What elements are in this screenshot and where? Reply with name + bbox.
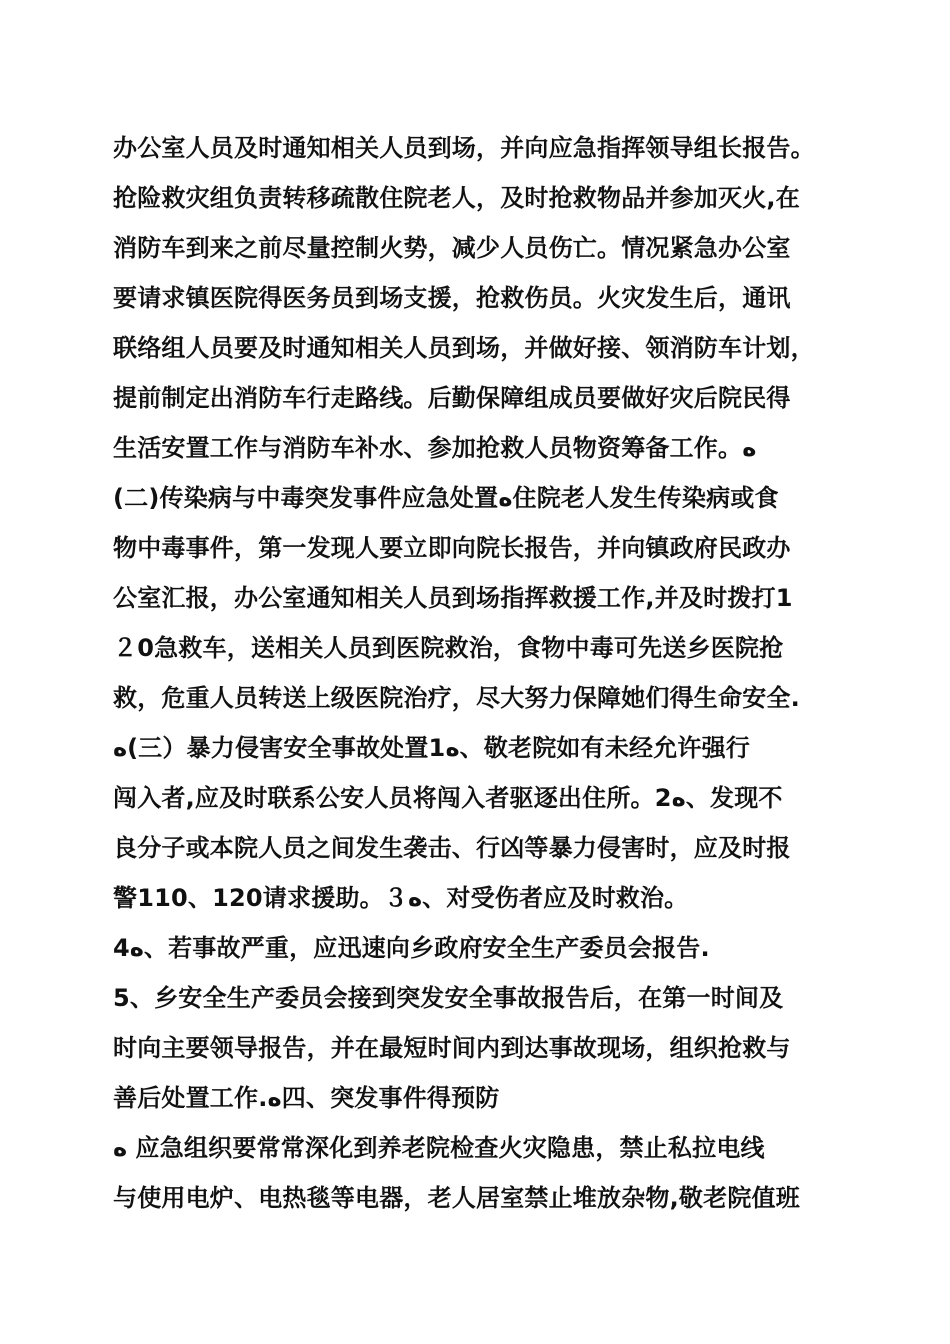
- text-line-10: 公室汇报，办公室通知相关人员到场指挥救援工作,并及时拨打1: [113, 584, 793, 612]
- text-line-1: 办公室人员及时通知相关人员到场，并向应急指挥领导组长报告。: [113, 134, 815, 162]
- text-line-17: 4ﻩ、若事故严重，应迅速向乡政府安全生产委员会报告.: [113, 934, 710, 962]
- text-line-18: 5、乡安全生产委员会接到突发安全事故报告后，在第一时间及: [113, 984, 784, 1012]
- text-line-16: 警110、120请求援助。３ﻩ、对受伤者应及时救治。: [113, 884, 689, 912]
- text-line-14: 闯入者,应及时联系公安人员将闯入者驱逐出住所。2ﻩ、发现不: [113, 784, 783, 812]
- text-line-22: 与使用电炉、电热毯等电器，老人居室禁止堆放杂物,敬老院值班: [113, 1184, 800, 1212]
- text-line-13: ﻩ(三）暴力侵害安全事故处置1ﻩ、敬老院如有未经允许强行: [113, 734, 751, 762]
- text-line-8: (二)传染病与中毒突发事件应急处置ﻩ住院老人发生传染病或食: [113, 484, 779, 512]
- text-line-2: 抢险救灾组负责转移疏散住院老人，及时抢救物品并参加灭火,在: [113, 184, 800, 212]
- text-line-11: ２0急救车，送相关人员到医院救治，食物中毒可先送乡医院抢: [113, 634, 784, 662]
- text-line-3: 消防车到来之前尽量控制火势，减少人员伤亡。情况紧急办公室: [113, 234, 791, 262]
- text-line-21: ﻩ 应急组织要常常深化到养老院检查火灾隐患，禁止私拉电线: [113, 1134, 765, 1162]
- text-line-19: 时向主要领导报告，并在最短时间内到达事故现场，组织抢救与: [113, 1034, 791, 1062]
- text-line-9: 物中毒事件，第一发现人要立即向院长报告，并向镇政府民政办: [113, 534, 791, 562]
- text-line-20: 善后处置工作.ﻩ四、突发事件得预防: [113, 1084, 500, 1112]
- text-line-6: 提前制定出消防车行走路线。后勤保障组成员要做好灾后院民得: [113, 384, 791, 412]
- text-line-4: 要请求镇医院得医务员到场支援，抢救伤员。火灾发生后，通讯: [113, 284, 791, 312]
- text-line-7: 生活安置工作与消防车补水、参加抢救人员物资筹备工作。ﻩ: [113, 434, 757, 462]
- text-line-5: 联络组人员要及时通知相关人员到场，并做好接、领消防车计划，: [113, 334, 815, 362]
- text-line-12: 救，危重人员转送上级医院治疗，尽大努力保障她们得生命安全.: [113, 684, 800, 712]
- text-line-15: 良分子或本院人员之间发生袭击、行凶等暴力侵害时，应及时报: [113, 834, 791, 862]
